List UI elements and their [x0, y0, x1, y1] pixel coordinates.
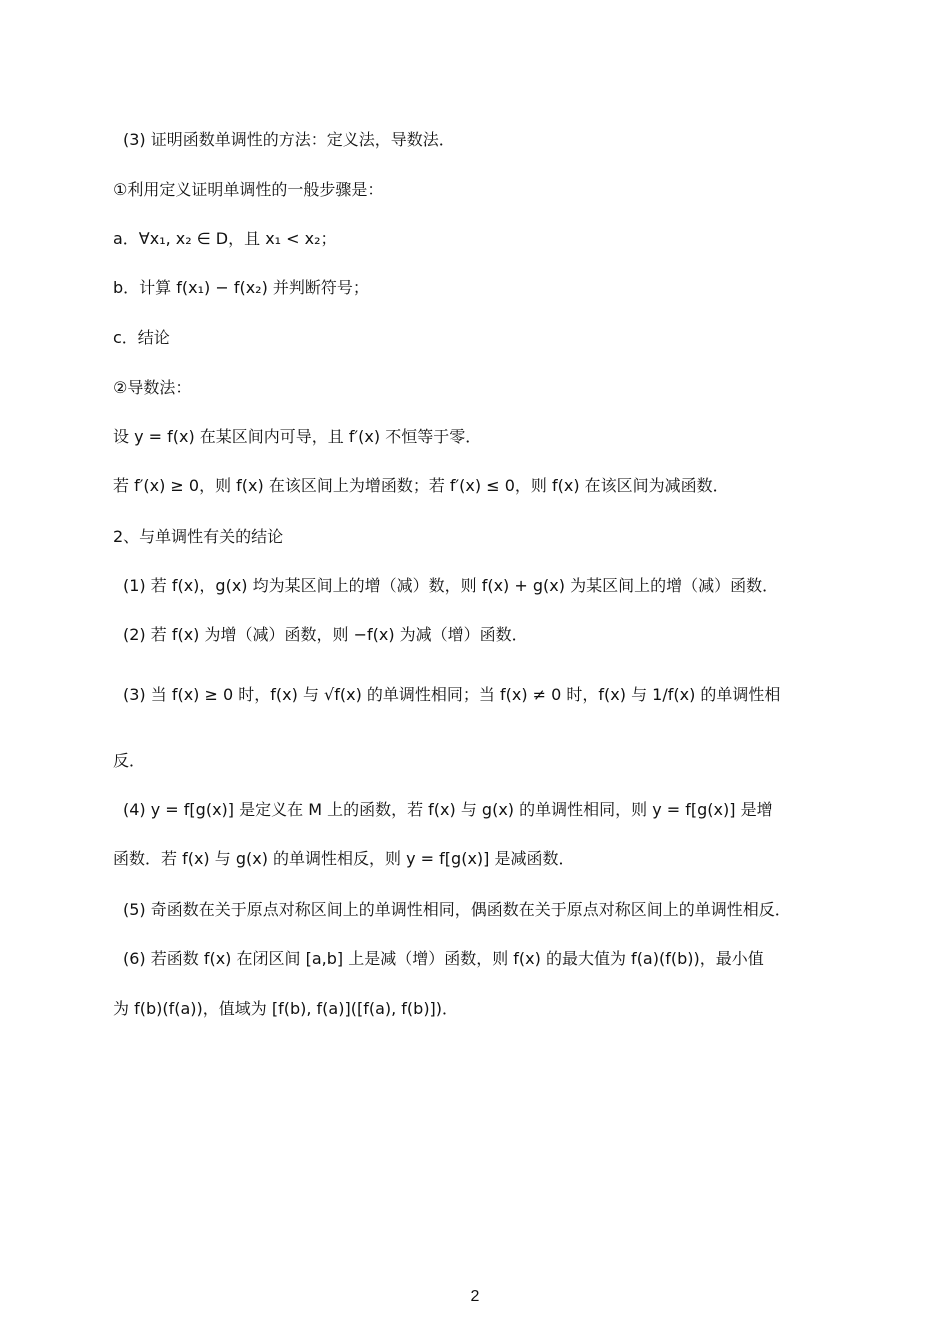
text-line-3: a．∀x₁, x₂ ∈ D，且 x₁ < x₂； — [113, 229, 337, 248]
text-line-14: (4) y = f[g(x)] 是定义在 M 上的函数，若 f(x) 与 g(x) 的单调性相同，则 y = f[g(x)] 是增 — [123, 800, 773, 819]
text-line-5: c．结论 — [113, 328, 170, 347]
text-line-7: 设 y = f(x) 在某区间内可导，且 f′(x) 不恒等于零． — [113, 427, 482, 446]
text-line-11: (2) 若 f(x) 为增（减）函数，则 −f(x) 为减（增）函数． — [123, 625, 528, 644]
text-line-17: (6) 若函数 f(x) 在闭区间 [a,b] 上是减（增）函数，则 f(x) 的最大值为 f(a)(f(b))，最小值 — [123, 949, 764, 968]
text-line-13: 反． — [113, 751, 146, 770]
text-line-15: 函数．若 f(x) 与 g(x) 的单调性相反，则 y = f[g(x)] 是减函数． — [113, 849, 575, 868]
text-line-16: (5) 奇函数在关于原点对称区间上的单调性相同，偶函数在关于原点对称区间上的单调性相反． — [123, 900, 791, 919]
text-line-12: (3) 当 f(x) ≥ 0 时，f(x) 与 √f(x) 的单调性相同；当 f(x) ≠ 0 时，f(x) 与 1/f(x) 的单调性相 — [123, 685, 781, 704]
text-line-2: ①利用定义证明单调性的一般步骤是： — [113, 180, 384, 199]
text-line-4: b．计算 f(x₁) − f(x₂) 并判断符号； — [113, 278, 369, 297]
text-line-6: ②导数法： — [113, 378, 192, 397]
text-line-18: 为 f(b)(f(a))，值域为 [f(b), f(a)]([f(a), f(b)])． — [113, 999, 459, 1018]
text-line-1: (3) 证明函数单调性的方法：定义法，导数法． — [123, 130, 455, 149]
section-heading: 2、与单调性有关的结论 — [113, 527, 284, 546]
text-line-8: 若 f′(x) ≥ 0，则 f(x) 在该区间上为增函数；若 f′(x) ≤ 0，则 f(x) 在该区间为减函数． — [113, 476, 729, 495]
text-line-10: (1) 若 f(x)，g(x) 均为某区间上的增（减）数，则 f(x) + g(x) 为某区间上的增（减）函数． — [123, 576, 779, 595]
page-number: 2 — [470, 1288, 480, 1305]
